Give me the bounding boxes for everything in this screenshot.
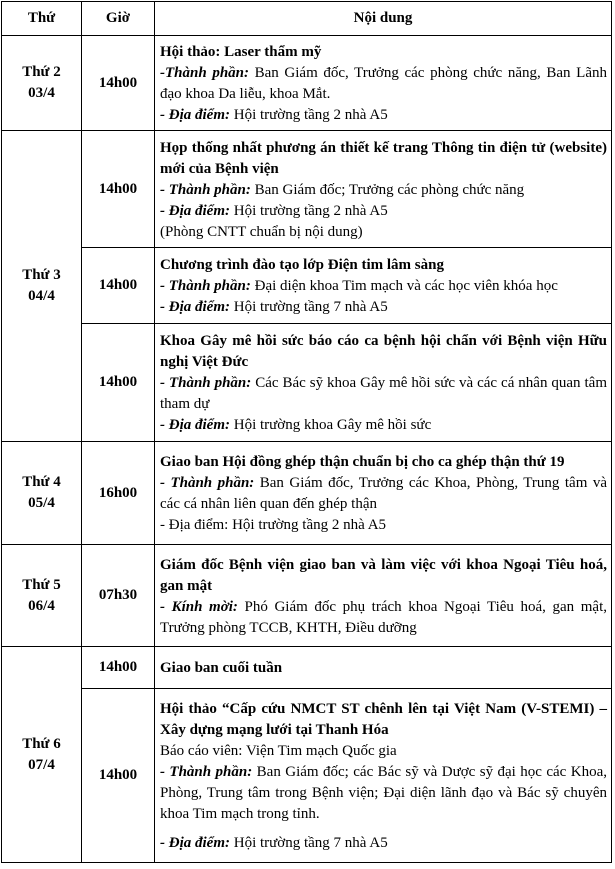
participants-label: -Thành phần: <box>160 65 249 81</box>
location-label: - Địa điểm: <box>160 202 230 219</box>
event-content <box>155 131 612 248</box>
location-label: - Địa điểm: <box>160 417 230 433</box>
time-cell: 14h00 <box>82 248 155 324</box>
event-participants <box>160 63 607 105</box>
participants-label: - Thành phần: <box>160 764 253 780</box>
day-cell <box>2 36 82 131</box>
header-row <box>2 2 612 36</box>
time-cell: 14h00 <box>82 324 155 442</box>
day-cell <box>2 647 82 863</box>
participants-text: Đại diện khoa Tim mạch và các học viên khóa học <box>250 278 558 294</box>
day-weekday: Thứ 5 <box>22 576 61 593</box>
participants-text: Ban Giám đốc; Trưởng các phòng chức năng <box>250 181 525 198</box>
time-cell: 14h00 <box>82 647 155 689</box>
event-content <box>155 36 612 131</box>
event-location <box>160 833 607 854</box>
participants-text: Ban Giám đốc, Trưởng các phòng chức năng, Ban Lãnh đạo khoa Da liễu, khoa Mắt. <box>160 65 607 102</box>
day-date: 03/4 <box>28 85 55 101</box>
event-participants <box>160 762 607 825</box>
event-content <box>155 647 612 689</box>
location-text: Hội trường tầng 7 nhà A5 <box>229 299 388 315</box>
time-cell: 14h00 <box>82 131 155 248</box>
participants-label: - Thành phần: <box>160 375 252 391</box>
participants-text: Các Bác sỹ khoa Gây mê hồi sức và các cá nhân quan tâm tham dự <box>160 375 607 412</box>
day-date: 05/4 <box>28 495 55 511</box>
event-location <box>160 105 607 126</box>
event-title: Giao ban Hội đồng ghép thận chuẩn bị cho ca ghép thận thứ 19 <box>160 454 565 470</box>
header-day: Thứ <box>2 2 82 36</box>
participants-label: - Thành phần: <box>160 278 251 294</box>
participants-text: Ban Giám đốc; các Bác sỹ và Dược sỹ đại học các Khoa, Phòng, Trung tâm trong Bệnh viện; Đại diện lãnh đạo và Bác sỹ chuyên khoa Tim mạch trong tỉnh. <box>160 764 608 822</box>
event-speaker: Báo cáo viên: Viện Tim mạch Quốc gia <box>160 743 397 759</box>
event-participants <box>160 373 607 415</box>
day-date: 07/4 <box>28 756 55 773</box>
event-participants <box>160 180 607 201</box>
day-weekday: Thứ 4 <box>22 474 61 490</box>
header-time: Giờ <box>82 2 155 36</box>
day-cell <box>2 545 82 647</box>
table-row <box>2 442 612 545</box>
day-cell <box>2 442 82 545</box>
table-row <box>2 36 612 131</box>
event-location: - Địa điểm: Hội trường tầng 2 nhà A5 <box>160 517 387 533</box>
day-date: 04/4 <box>28 288 55 304</box>
time-cell: 14h00 <box>82 36 155 131</box>
header-content: Nội dung <box>155 2 612 36</box>
participants-label: - Thành phần: <box>160 181 251 198</box>
event-location <box>160 297 607 318</box>
event-location <box>160 415 607 436</box>
location-text: Hội trường tầng 7 nhà A5 <box>229 835 388 851</box>
location-text: Hội trường khoa Gây mê hồi sức <box>229 417 432 433</box>
event-location <box>160 201 607 222</box>
event-content <box>155 689 612 863</box>
schedule-table <box>1 1 612 863</box>
participants-text: Ban Giám đốc, Trưởng các Khoa, Phòng, Trung tâm và các cá nhân liên quan đến ghép thận <box>160 475 607 512</box>
event-participants <box>160 276 607 297</box>
day-cell <box>2 131 82 442</box>
table-row <box>2 647 612 689</box>
location-label: - Địa điểm: <box>160 107 230 123</box>
day-weekday: Thứ 2 <box>22 64 61 80</box>
invite-label: - Kính mời: <box>160 598 238 615</box>
event-title: Giao ban cuối tuần <box>160 660 283 676</box>
event-note: (Phòng CNTT chuẩn bị nội dung) <box>160 223 363 240</box>
event-invite <box>160 597 607 639</box>
time-cell: 07h30 <box>82 545 155 647</box>
location-text: Hội trường tầng 2 nhà A5 <box>229 107 388 123</box>
event-content <box>155 324 612 442</box>
time-cell: 16h00 <box>82 442 155 545</box>
invite-text: Phó Giám đốc phụ trách khoa Ngoại Tiêu hoá, gan mật, Trưởng phòng TCCB, KHTH, Điều dưỡng <box>160 598 608 636</box>
event-participants <box>160 473 607 515</box>
event-title: Giám đốc Bệnh viện giao ban và làm việc với khoa Ngoại Tiêu hoá, gan mật <box>160 556 607 594</box>
event-title: Khoa Gây mê hồi sức báo cáo ca bệnh hội chẩn với Bệnh viện Hữu nghị Việt Đức <box>160 333 607 370</box>
day-date: 06/4 <box>28 597 55 614</box>
table-row <box>2 248 612 324</box>
table-row <box>2 131 612 248</box>
event-title: Hội thảo “Cấp cứu NMCT ST chênh lên tại Việt Nam (V-STEMI) – Xây dựng mạng lưới tại Thanh Hóa <box>160 701 607 738</box>
day-weekday: Thứ 3 <box>22 267 61 283</box>
table-row <box>2 689 612 863</box>
event-content <box>155 545 612 647</box>
event-content <box>155 442 612 545</box>
table-row <box>2 545 612 647</box>
day-weekday: Thứ 6 <box>22 735 61 752</box>
location-text: Hội trường tầng 2 nhà A5 <box>229 202 388 219</box>
participants-label: - Thành phần: <box>160 475 255 491</box>
location-label: - Địa điểm: <box>160 299 230 315</box>
event-title: Chương trình đào tạo lớp Điện tim lâm sàng <box>160 257 444 273</box>
table-row <box>2 324 612 442</box>
time-cell: 14h00 <box>82 689 155 863</box>
event-content <box>155 248 612 324</box>
event-title: Họp thống nhất phương án thiết kế trang Thông tin điện tử (website) mới của Bệnh viện <box>160 139 607 177</box>
location-label: - Địa điểm: <box>160 835 230 851</box>
event-title: Hội thảo: Laser thẩm mỹ <box>160 44 322 60</box>
